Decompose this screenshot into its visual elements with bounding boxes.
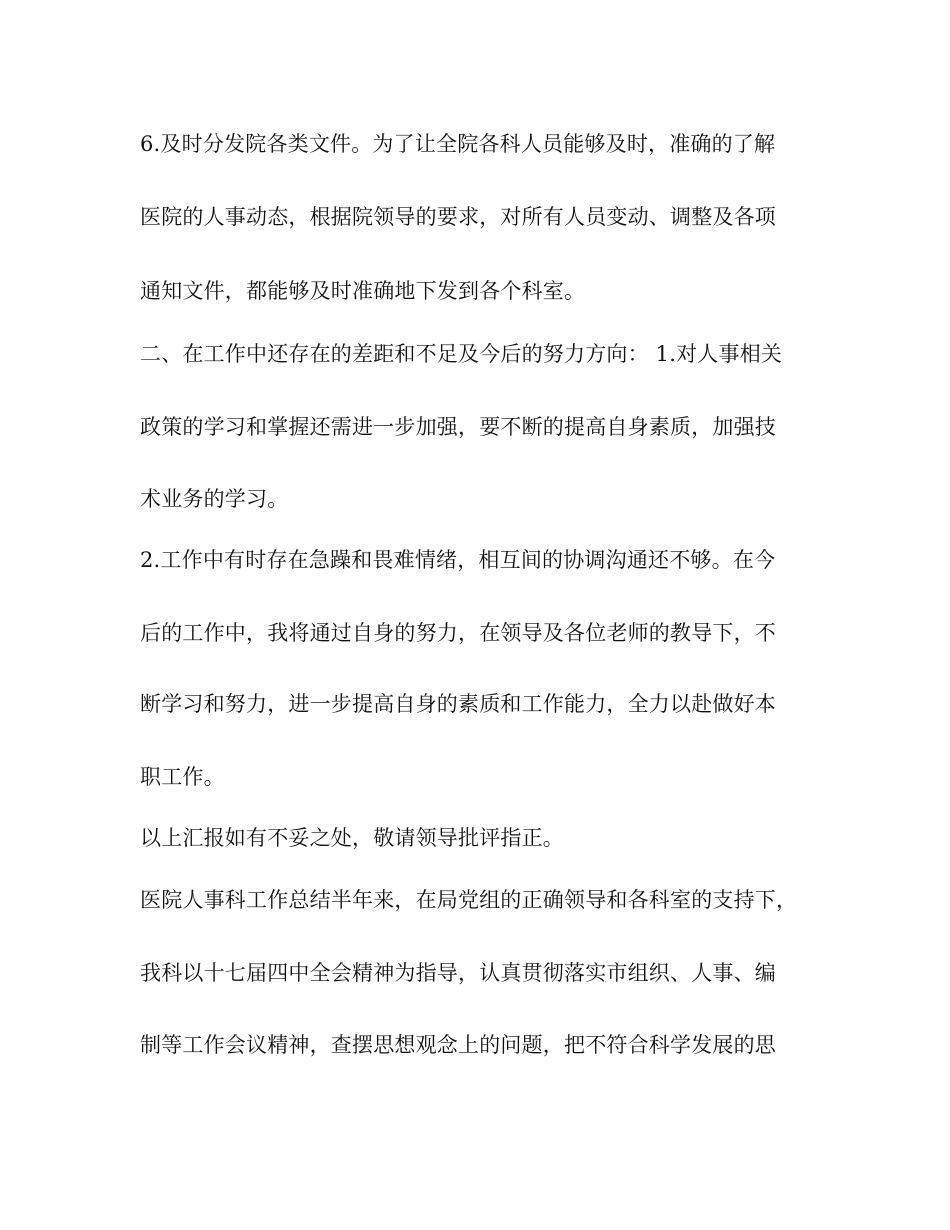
text-line: 断学习和努力，进一步提高自身的素质和工作能力，全力以赴做好本	[140, 692, 776, 716]
text-line: 我科以十七届四中全会精神为指导，认真贯彻落实市组织、人事、编	[140, 961, 776, 985]
text-line: 术业务的学习。	[140, 487, 289, 511]
text-line: 2.工作中有时存在急躁和畏难情绪，相互间的协调沟通还不够。在今	[140, 548, 776, 572]
text-line: 制等工作会议精神，查摆思想观念上的问题，把不符合科学发展的思	[140, 1033, 776, 1057]
text-line: 医院人事科工作总结半年来，在局党组的正确领导和各科室的支持下，	[140, 888, 798, 912]
text-line: 后的工作中，我将通过自身的努力，在领导及各位老师的教导下，不	[140, 621, 776, 645]
text-line: 二、在工作中还存在的差距和不足及今后的努力方向： 1.对人事相关	[140, 342, 783, 366]
text-line: 6.及时分发院各类文件。为了让全院各科人员能够及时，准确的了解	[140, 132, 776, 156]
text-line: 以上汇报如有不妥之处，敬请领导批评指正。	[140, 826, 564, 850]
text-line: 政策的学习和掌握还需进一步加强，要不断的提高自身素质，加强技	[140, 415, 776, 439]
text-line: 通知文件，都能够及时准确地下发到各个科室。	[140, 279, 586, 303]
text-line: 医院的人事动态，根据院领导的要求，对所有人员变动、调整及各项	[140, 205, 776, 229]
text-line: 职工作。	[140, 765, 225, 789]
